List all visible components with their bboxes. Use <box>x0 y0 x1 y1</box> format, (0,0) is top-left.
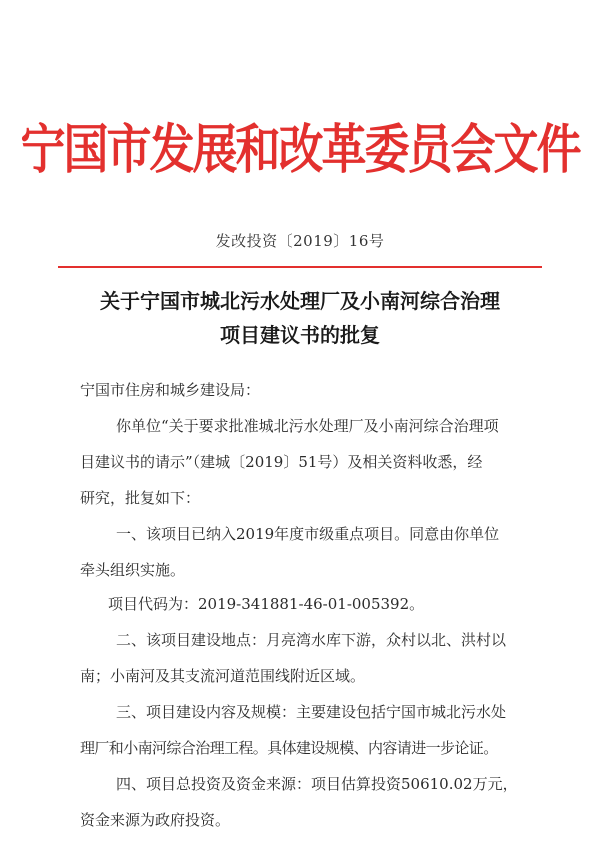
title-line-2: 项目建议书的批复 <box>220 323 380 347</box>
body-line: 二、该项目建设地点：月亮湾水库下游，众村以北、洪村以 <box>116 631 507 649</box>
body-line: 理厂和小南河综合治理工程。具体建设规模、内容请进一步论证。 <box>80 739 498 757</box>
title-line-1: 关于宁国市城北污水处理厂及小南河综合治理 <box>100 289 500 313</box>
recipient-line: 宁国市住房和城乡建设局： <box>80 381 261 399</box>
body-line: 资金来源为政府投资。 <box>80 811 231 829</box>
body-line: 三、项目建设内容及规模：主要建设包括宁国市城北污水处 <box>116 703 507 721</box>
red-divider <box>58 266 542 268</box>
body-line: 你单位“关于要求批准城北污水处理厂及小南河综合治理项 <box>116 417 499 435</box>
body-line: 南；小南河及其支流河道范围线附近区域。 <box>80 667 366 685</box>
body-line: 四、项目总投资及资金来源：项目估算投资50610.02万元， <box>116 775 518 793</box>
body-line: 目建议书的请示”（建城〔2019〕51号）及相关资料收悉，经 <box>80 453 483 471</box>
document-header: 宁国市发展和改革委员会文件 <box>20 117 580 181</box>
body-line: 一、该项目已纳入2019年度市级重点项目。同意由你单位 <box>116 525 500 543</box>
document-title <box>60 284 540 352</box>
body-line: 研究，批复如下： <box>80 489 201 507</box>
document-number: 发改投资〔2019〕16号 <box>215 232 385 250</box>
body-line: 项目代码为：2019-341881-46-01-005392。 <box>108 595 425 613</box>
body-line: 牵头组织实施。 <box>80 561 186 579</box>
